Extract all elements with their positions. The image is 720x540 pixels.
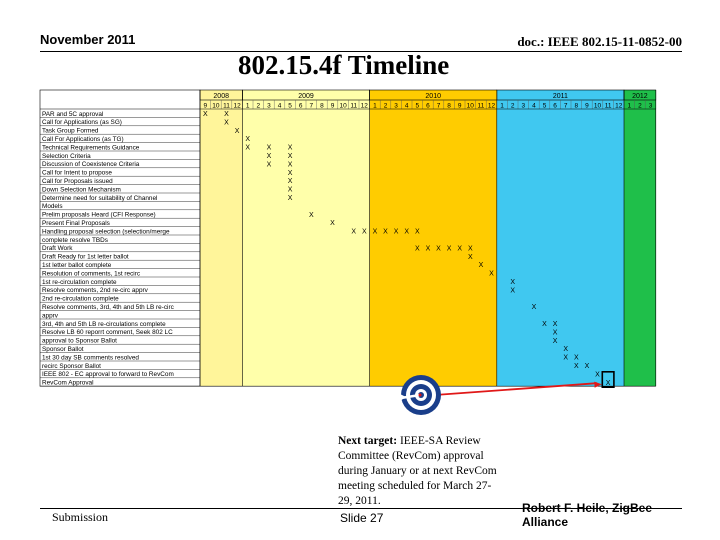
activity-label: PAR and 5C approval — [42, 110, 104, 118]
activity-label: Determine need for suitability of Channel — [42, 194, 158, 202]
schedule-mark: X — [605, 379, 611, 387]
month-label: 8 — [320, 102, 324, 110]
activity-label: Resolution of comments, 1st recirc — [42, 270, 141, 278]
month-label: 1 — [373, 102, 377, 110]
activity-label: Handling proposal selection (selection/merge — [42, 228, 170, 236]
schedule-mark: X — [330, 220, 335, 228]
activity-label: Sponsor Ballot — [42, 346, 84, 353]
month-label: 12 — [233, 102, 241, 110]
year-label: 2008 — [213, 93, 229, 100]
month-label: 10 — [212, 102, 220, 110]
month-label: 11 — [477, 102, 485, 110]
activity-label: approval to Sponsor Ballot — [42, 337, 117, 345]
schedule-mark: X — [563, 354, 569, 362]
schedule-mark: X — [467, 253, 473, 261]
year-label: 2011 — [552, 93, 568, 100]
activity-label: Call for Intent to propose — [42, 169, 112, 177]
activity-label: Discussion of Coexistence Criteria — [42, 161, 140, 169]
activity-label: 3rd, 4th and 5th LB re-circulations complete — [42, 320, 166, 328]
month-label: 1 — [500, 102, 504, 110]
footer-slide-number: Slide 27 — [340, 511, 384, 525]
schedule-mark: X — [383, 228, 388, 236]
month-label: 7 — [563, 102, 568, 110]
month-label: 1 — [627, 102, 632, 110]
month-label: 4 — [404, 102, 409, 110]
schedule-mark: X — [457, 245, 463, 253]
activity-label: 1st 30 day SB comments resolved — [42, 354, 139, 362]
schedule-mark: X — [552, 337, 558, 345]
schedule-mark: X — [224, 119, 229, 127]
activity-label: Task Group Formed — [42, 127, 99, 135]
schedule-mark: X — [361, 228, 367, 236]
activity-label: Draft Work — [42, 245, 73, 253]
schedule-mark: X — [552, 321, 558, 328]
activity-label: apprv — [42, 312, 58, 320]
month-label: 6 — [298, 102, 303, 110]
month-label: 6 — [426, 102, 430, 110]
month-label: 11 — [350, 102, 358, 110]
month-label: 9 — [203, 102, 208, 110]
year-band-2012 — [624, 90, 656, 386]
month-label: 11 — [604, 102, 612, 110]
activity-label: Resolve comments, 3rd, 4th and 5th LB re-circ — [42, 304, 174, 311]
schedule-mark: X — [531, 304, 537, 312]
schedule-mark: X — [563, 346, 569, 354]
activity-label: recirc Sponsor Ballot — [42, 362, 101, 370]
next-target-note — [338, 434, 498, 509]
schedule-mark: X — [351, 228, 357, 236]
activity-label: Technical Requirements Guidance — [42, 144, 140, 152]
schedule-mark: X — [372, 228, 378, 236]
schedule-mark: X — [287, 144, 293, 152]
month-label: 2 — [383, 102, 388, 110]
month-label: 3 — [267, 102, 271, 110]
schedule-mark: X — [245, 136, 251, 144]
activity-label: Resolve LB 60 reporrt comment, Seek 802 LC — [42, 329, 173, 337]
schedule-mark: X — [224, 111, 229, 118]
schedule-mark: X — [266, 161, 272, 169]
footer-author: Robert F. Heile, ZigBee Alliance — [522, 501, 653, 529]
activity-label: complete resolve TBDs — [42, 236, 108, 244]
schedule-mark: X — [234, 127, 240, 135]
footer-submission: Submission — [52, 510, 109, 524]
month-label: 12 — [360, 102, 368, 110]
schedule-mark: X — [245, 144, 251, 152]
schedule-mark: X — [287, 169, 293, 177]
schedule-mark: X — [287, 195, 293, 202]
year-label: 2012 — [632, 93, 648, 100]
activity-label: 1st letter ballot complete — [42, 262, 112, 269]
schedule-mark: X — [467, 245, 473, 253]
month-label: 9 — [585, 102, 589, 110]
schedule-mark: X — [552, 329, 558, 337]
month-label: 8 — [447, 102, 451, 110]
year-band-2010 — [370, 90, 497, 386]
month-label: 5 — [542, 102, 547, 110]
activity-label: Resolve comments, 2nd re-circ apprv — [42, 287, 148, 295]
note-heading: Next target: — [338, 435, 398, 447]
schedule-mark: X — [287, 161, 293, 169]
schedule-mark: X — [414, 228, 420, 236]
activity-label: RevCom Approval — [42, 379, 94, 387]
activity-label: Prelim proposals Heard (CFI Response) — [42, 211, 156, 219]
schedule-mark: X — [414, 245, 420, 253]
activity-label: IEEE 802 - EC approval to forward to RevCom — [42, 371, 174, 379]
month-label: 10 — [593, 102, 602, 110]
page-title: 802.15.4f Timeline — [238, 50, 450, 80]
schedule-mark: X — [510, 279, 516, 286]
schedule-mark: X — [573, 354, 579, 362]
month-label: 8 — [574, 102, 579, 110]
schedule-mark: X — [573, 363, 579, 370]
month-label: 7 — [436, 102, 441, 110]
activity-label: Present Final Proposals — [42, 220, 110, 227]
schedule-mark: X — [287, 186, 293, 194]
month-label: 7 — [309, 102, 314, 110]
month-label: 5 — [288, 102, 292, 110]
year-label: 2010 — [425, 93, 441, 100]
schedule-mark: X — [446, 245, 452, 253]
month-label: 11 — [223, 102, 230, 110]
activity-label: Call for Applications (as SG) — [42, 119, 122, 127]
activity-label: Call For Applications (as TG) — [42, 136, 124, 143]
activity-label: Draft Ready for 1st letter ballot — [42, 253, 129, 261]
schedule-mark: X — [436, 245, 441, 253]
month-label: 12 — [487, 102, 496, 110]
target-icon — [398, 372, 444, 418]
month-label: 9 — [330, 102, 335, 110]
month-label: 10 — [466, 102, 474, 110]
schedule-mark: X — [404, 228, 410, 236]
schedule-mark: X — [287, 178, 293, 186]
header-doc-id: doc.: IEEE 802.15-11-0852-00 — [517, 34, 682, 49]
activity-label: Call for Proposals issued — [42, 178, 113, 185]
month-label: 1 — [245, 102, 250, 110]
activity-label: 2nd re-circulation complete — [42, 295, 119, 303]
month-label: 4 — [277, 102, 282, 110]
activity-label: Models — [42, 203, 63, 211]
schedule-mark: X — [425, 245, 431, 253]
schedule-mark: X — [287, 153, 293, 160]
schedule-mark: X — [308, 211, 314, 219]
activity-label: Down Selection Mechanism — [42, 186, 121, 194]
schedule-mark: X — [510, 287, 516, 295]
month-label: 2 — [256, 102, 261, 110]
year-label: 2009 — [298, 93, 314, 100]
activity-label: Selection Criteria — [42, 152, 91, 160]
schedule-mark: X — [478, 262, 484, 270]
month-label: 12 — [615, 102, 623, 110]
year-band-2011 — [497, 90, 624, 386]
note-text: IEEE-SA Review Committee (RevCom) approval during January or at next RevCom meeting scheduled for March 27-29, 2011. — [338, 435, 497, 507]
schedule-mark: X — [266, 153, 272, 160]
schedule-mark: X — [393, 228, 399, 236]
month-label: 4 — [532, 102, 536, 110]
month-label: 6 — [553, 102, 557, 110]
month-label: 2 — [638, 102, 642, 110]
schedule-mark: X — [489, 270, 494, 278]
activity-label: 1st re-circulation complete — [42, 278, 117, 286]
schedule-mark: X — [595, 371, 600, 379]
schedule-mark: X — [202, 111, 208, 118]
month-label: 3 — [394, 102, 398, 110]
month-label: 3 — [521, 102, 526, 110]
month-label: 2 — [510, 102, 515, 110]
month-label: 10 — [339, 102, 347, 110]
month-label: 5 — [415, 102, 420, 110]
year-band-2009 — [242, 90, 369, 386]
month-label: 9 — [457, 102, 462, 110]
month-label: 3 — [648, 102, 653, 110]
schedule-mark: X — [584, 363, 590, 370]
schedule-mark: X — [542, 321, 547, 328]
header-date: November 2011 — [40, 32, 136, 47]
schedule-mark: X — [266, 144, 272, 152]
